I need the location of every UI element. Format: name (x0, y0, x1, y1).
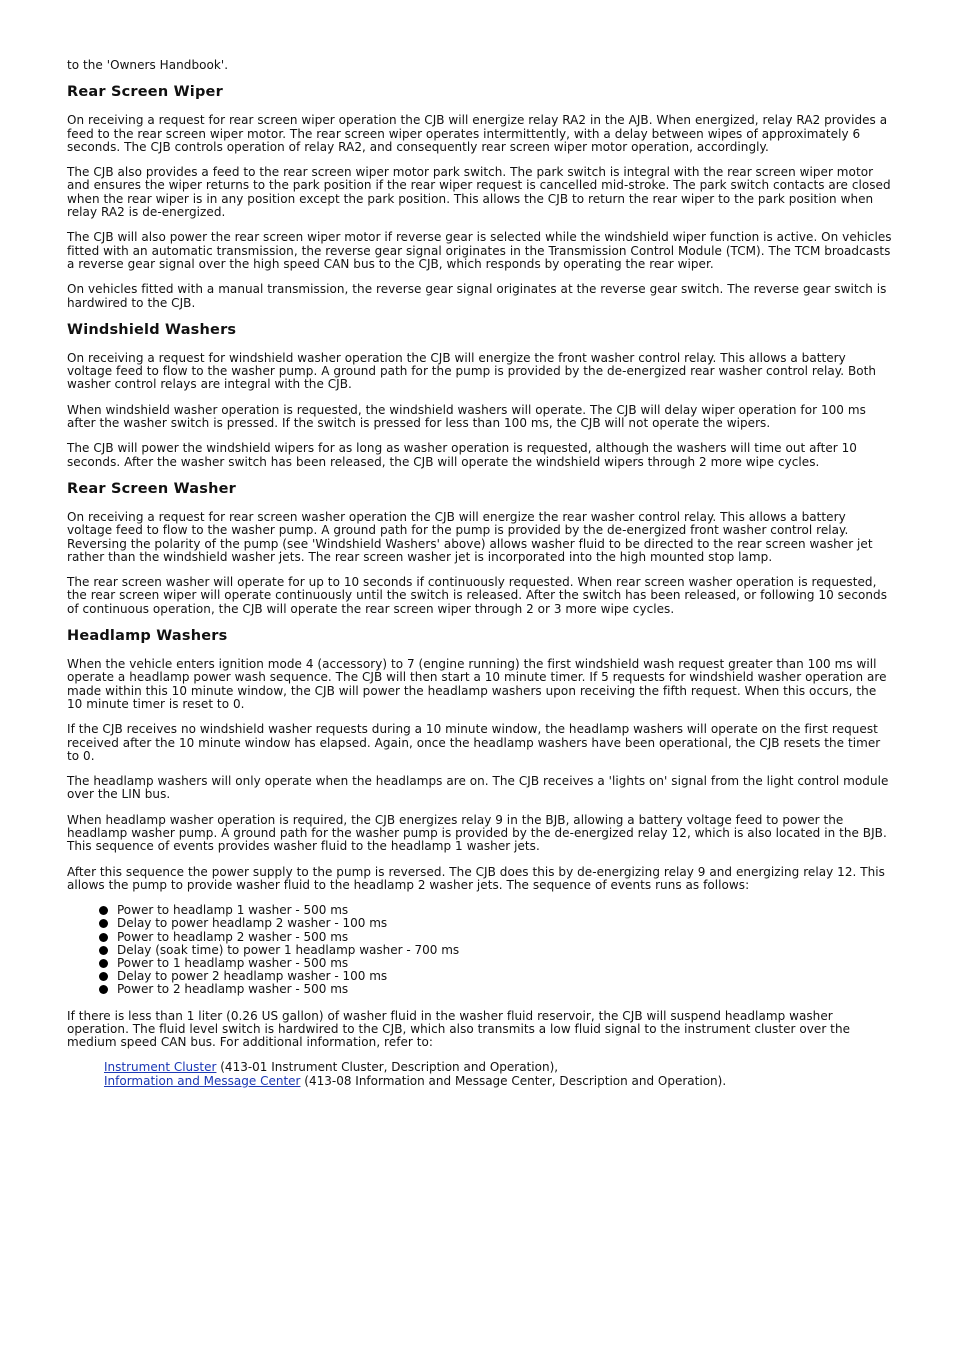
paragraph: If the CJB receives no windshield washer requests during a 10 minute window, the headlamp washers will operate on the first request received after the 10 minute window has elapsed. Again, once the headlamp washers have been operational, the CJB resets the timer to 0. (67, 722, 881, 763)
paragraph: When windshield washer operation is requested, the windshield washers will operate. The CJB will delay wiper operation for 100 ms after the washer switch is pressed. If the switch is pressed for less than 100 ms, the CJB will not operate the wipers. (67, 402, 866, 431)
reference-description: (413-01 Instrument Cluster, Description and Operation), (216, 1060, 559, 1075)
bullet-icon (99, 906, 108, 915)
reference-description: (413-08 Information and Message Center, Description and Operation). (300, 1073, 727, 1088)
document-page (67, 0, 893, 1088)
section-heading-headlamp-washers: Headlamp Washers (67, 628, 228, 645)
reference-list (67, 1061, 893, 1088)
bullet-icon (99, 972, 108, 981)
paragraph: After this sequence the power supply to the pump is reversed. The CJB does this by de-energizing relay 9 and energizing relay 12. This allows the pump to provide washer fluid to the headlamp 2 washer jets. The sequence of events runs as follows: (67, 864, 885, 892)
paragraph: On receiving a request for rear screen wiper operation the CJB will energize relay RA2 in the AJB. When energized, relay RA2 provides a feed to the rear screen wiper motor. The rear screen wiper operates intermittently, with a delay between wipes of approximately 6 seconds. The CJB controls operation of relay RA2, and consequently rear screen wiper motor operation, accordingly. (67, 113, 888, 154)
section-heading-windshield-washers: Windshield Washers (67, 321, 237, 338)
list-item-text: Power to 1 headlamp washer - 500 ms (117, 955, 349, 970)
intro-text: to the 'Owners Handbook'. (67, 58, 229, 72)
bullet-icon (99, 959, 108, 968)
list-item-text: Delay to power headlamp 2 washer - 100 ms (117, 916, 388, 931)
list-item-text: Delay to power 2 headlamp washer - 100 ms (117, 969, 388, 984)
list-item (99, 983, 893, 996)
paragraph: On receiving a request for windshield washer operation the CJB will energize the front washer control relay. This allows a battery voltage feed to flow to the washer pump. A ground path for the pump is provided by the de-energized rear washer control relay. Both washer control relays are integral with the CJB. (67, 350, 877, 392)
list-item-text: Power to headlamp 2 washer - 500 ms (117, 929, 349, 944)
section-heading-rear-screen-wiper: Rear Screen Wiper (67, 84, 223, 101)
section-heading-rear-screen-washer: Rear Screen Washer (67, 480, 237, 497)
bullet-icon (99, 946, 108, 955)
paragraph: The CJB will also power the rear screen wiper motor if reverse gear is selected while the windshield wiper function is active. On vehicles fitted with an automatic transmission, the reverse gear signal originates in the Transmission Control Module (TCM). The TCM broadcasts a reverse gear signal over the high speed CAN bus to the CJB, which responds by operating the rear wiper. (67, 230, 892, 271)
reference-item (104, 1061, 893, 1074)
paragraph: If there is less than 1 liter (0.26 US gallon) of washer fluid in the washer fluid reservoir, the CJB will suspend headlamp washer operation. The fluid level switch is hardwired to the CJB, which also transmits a low fluid signal to the instrument cluster over the medium speed CAN bus. For additional information, refer to: (67, 1008, 851, 1050)
paragraph: The headlamp washers will only operate when the headlamps are on. The CJB receives a 'lights on' signal from the light control module over the LIN bus. (67, 774, 889, 802)
list-item-text: Delay (soak time) to power 1 headlamp washer - 700 ms (117, 942, 460, 957)
paragraph: The CJB also provides a feed to the rear screen wiper motor park switch. The park switch is integral with the rear screen wiper motor and ensures the wiper returns to the park position if the rear wiper request is cancelled mid-stroke. The park switch contacts are closed when the rear wiper is in any position except the park position. This allows the CJB to return the rear wiper to the park position when relay RA2 is de-energized. (67, 165, 891, 220)
reference-item (104, 1075, 893, 1088)
instrument-cluster-link[interactable]: Instrument Cluster (104, 1060, 217, 1075)
paragraph: When the vehicle enters ignition mode 4 (accessory) to 7 (engine running) the first windshield wash request greater than 100 ms will operate a headlamp power wash sequence. The CJB will then start a 10 minute timer. If 5 requests for windshield washer operation are made within this 10 minute window, the CJB will power the headlamp washers upon receiving the fifth request. When this occurs, the 10 minute timer is reset to 0. (67, 657, 887, 711)
list-item-text: Power to 2 headlamp washer - 500 ms (117, 982, 349, 997)
bullet-icon (99, 919, 108, 928)
paragraph: On vehicles fitted with a manual transmission, the reverse gear signal originates at the reverse gear switch. The reverse gear switch is hardwired to the CJB. (67, 282, 887, 310)
paragraph: The CJB will power the windshield wipers for as long as washer operation is requested, although the washers will time out after 10 seconds. After the washer switch has been released, the CJB will operate the windshield wipers through 2 more wipe cycles. (67, 441, 857, 469)
bullet-icon (99, 985, 108, 994)
list-item-text: Power to headlamp 1 washer - 500 ms (117, 903, 349, 918)
paragraph: The rear screen washer will operate for up to 10 seconds if continuously requested. When rear screen washer operation is requested, the rear screen wiper will operate continuously until the switch is released. After the switch has been released, or following 10 seconds of continuous operation, the CJB will operate the rear screen wiper through 2 or 3 more wipe cycles. (67, 575, 888, 616)
paragraph: On receiving a request for rear screen washer operation the CJB will energize the rear washer control relay. This allows a battery voltage feed to flow to the washer pump. A ground path for the pump is provided by the de-energized front washer control relay. Reversing the polarity of the pump (see 'Windshield Washers' above) allows washer fluid to be directed to the rear screen washer jet rather than the windshield washer jets. The rear screen washer jet is incorporated into the high mounted stop lamp. (67, 509, 873, 564)
information-message-center-link[interactable]: Information and Message Center (104, 1073, 301, 1088)
paragraph: When headlamp washer operation is required, the CJB energizes relay 9 in the BJB, allowing a battery voltage feed to power the headlamp washer pump. A ground path for the washer pump is provided by the de-energized relay 12, which is also located in the BJB. This sequence of events provides washer fluid to the headlamp 1 washer jets. (67, 812, 887, 854)
sequence-list (67, 904, 893, 996)
bullet-icon (99, 933, 108, 942)
